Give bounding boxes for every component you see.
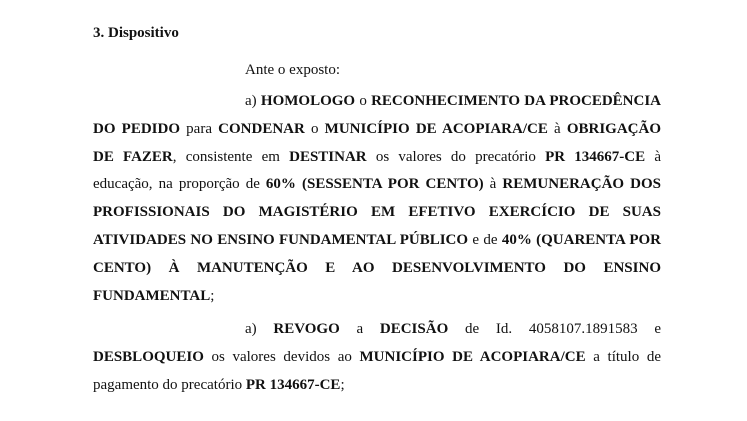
- bold-text: HOMOLOGO: [260, 93, 356, 109]
- bold-text: RECONHECIMENTO DA PROCEDÊNCIA DO PEDIDO: [93, 93, 661, 137]
- plain-text: ;: [210, 287, 215, 304]
- plain-text: a título de pagamento do precatório: [93, 348, 661, 393]
- bold-text: MUNICÍPIO DE ACOPIARA/CE: [359, 348, 586, 365]
- bold-text: OBRIGAÇÃO DE FAZER: [93, 120, 661, 165]
- section-heading: 3. Dispositivo: [93, 25, 179, 41]
- plain-text: os valores do precatório: [366, 148, 546, 165]
- plain-text: de Id. 4058107.1891583 e: [448, 321, 661, 337]
- bold-text: REMUNERAÇÃO DOS PROFISSIONAIS DO MAGISTÉRIO EM EFETIVO EXERCÍCIO DE SUAS ATIVIDADES NO ENSINO FUNDAMENTAL PÚBLICO: [93, 176, 661, 248]
- bold-text: 40% (QUARENTA POR CENTO) À MANUTENÇÃO E AO DESENVOLVIMENTO DO ENSINO FUNDAMENTAL: [93, 231, 661, 304]
- item-marker: a): [245, 321, 274, 337]
- dispositive-item-revogo: [93, 316, 661, 399]
- plain-text: ;: [340, 376, 345, 393]
- plain-text: e de: [468, 231, 502, 248]
- plain-text: , consistente em: [172, 148, 290, 165]
- bold-text: DECISÃO: [379, 321, 449, 337]
- plain-text: para: [180, 120, 219, 137]
- plain-text: à: [483, 176, 503, 193]
- bold-text: PR 134667-CE: [245, 376, 341, 393]
- bold-text: DESBLOQUEIO: [93, 348, 204, 365]
- bold-text: 60% (SESSENTA POR CENTO): [265, 176, 484, 193]
- dispositive-item-homologo: [93, 88, 661, 310]
- bold-text: CONDENAR: [218, 120, 305, 137]
- intro-text: Ante o exposto:: [245, 62, 340, 78]
- plain-text: a: [339, 321, 380, 337]
- plain-text: o: [304, 120, 325, 137]
- bold-text: MUNICÍPIO DE ACOPIARA/CE: [324, 120, 548, 137]
- bold-text: REVOGO: [273, 321, 340, 337]
- plain-text: os valores devidos ao: [203, 348, 360, 365]
- plain-text: à educação, na proporção de: [93, 148, 662, 193]
- plain-text: o: [355, 93, 372, 109]
- item-marker: a): [245, 93, 261, 109]
- bold-text: PR 134667-CE: [545, 148, 646, 165]
- plain-text: à: [547, 120, 567, 137]
- bold-text: DESTINAR: [289, 148, 367, 165]
